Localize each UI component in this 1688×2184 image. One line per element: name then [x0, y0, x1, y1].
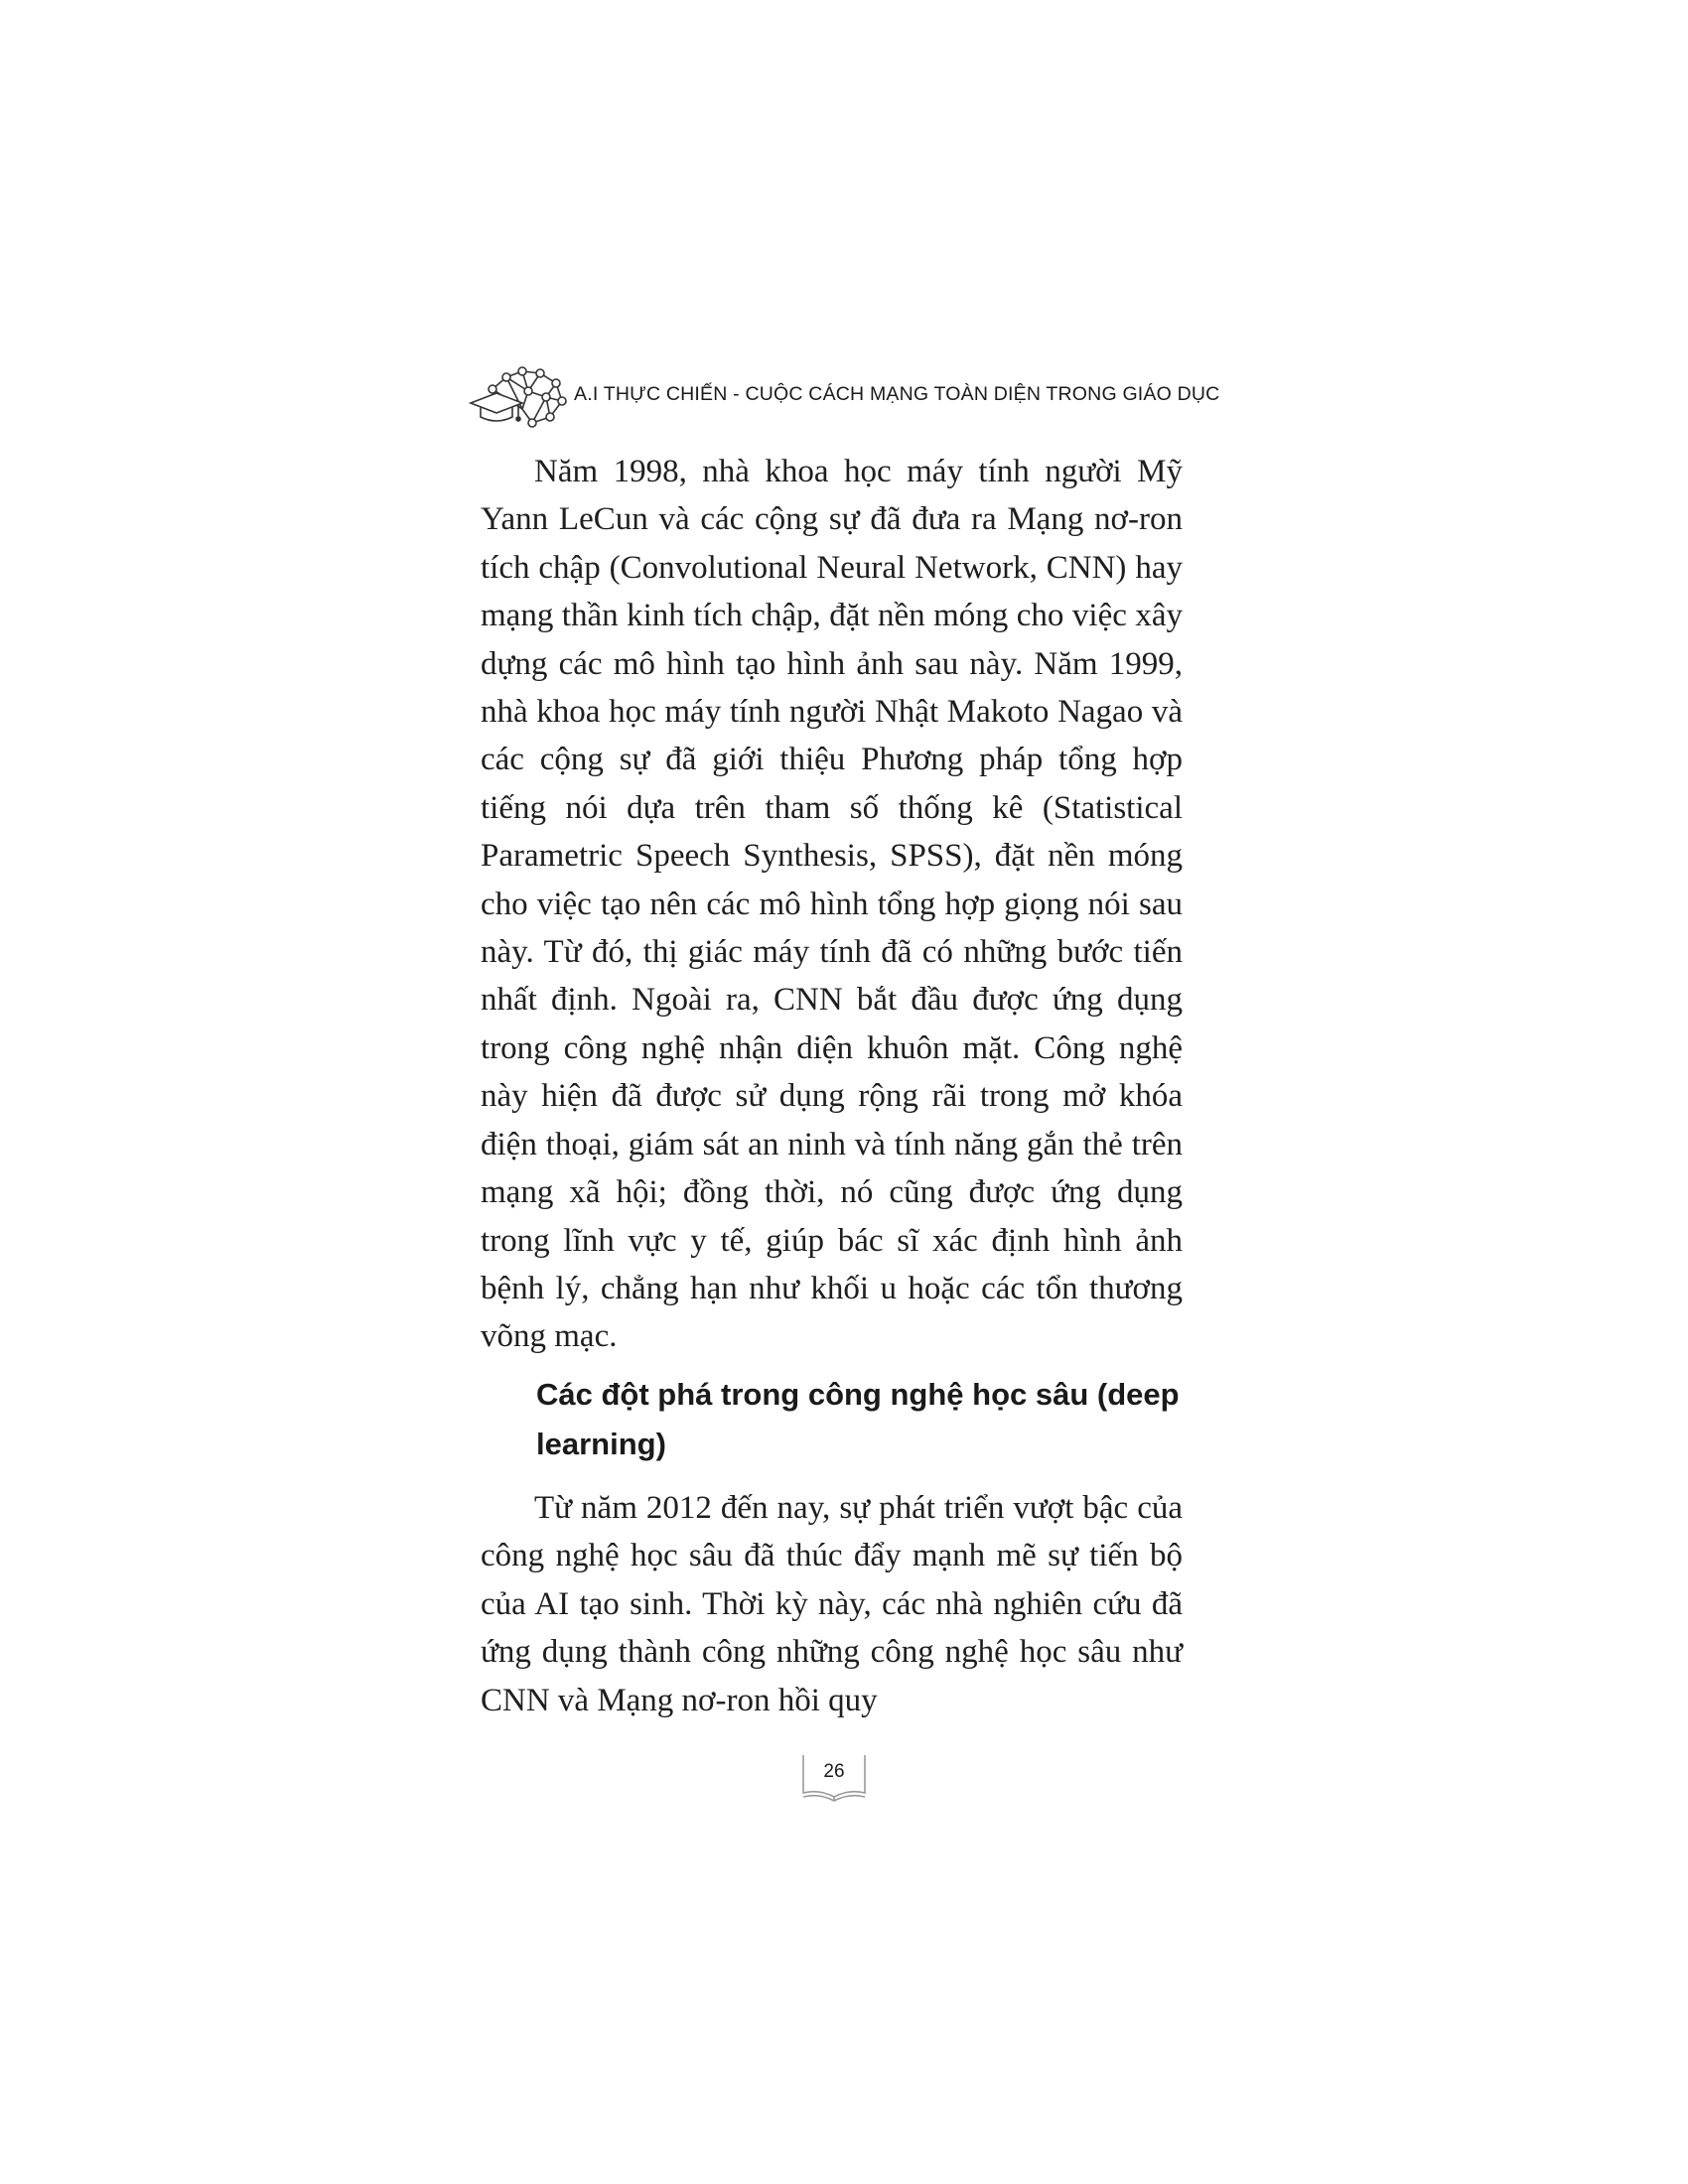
- page-footer: [799, 1749, 869, 1805]
- running-header: [467, 363, 1220, 431]
- body-paragraph: Năm 1998, nhà khoa học máy tính người Mỹ Yann LeCun và các cộng sự đã đưa ra Mạng nơ-ron tích chập (Convolutional Neural Network, CNN) hay mạng thần kinh tích chập, đặt nền móng cho việc xây dựng các mô hình tạo hình ảnh sau này. Năm 1999, nhà khoa học máy tính người Nhật Makoto Nagao và các cộng sự đã giới thiệu Phương pháp tổng hợp tiếng nói dựa trên tham số thống kê (Statistical Parametric Speech Synthesis, SPSS), đặt nền móng cho việc tạo nên các mô hình tổng hợp giọng nói sau này. Từ đó, thị giác máy tính đã có những bước tiến nhất định. Ngoài ra, CNN bắt đầu được ứng dụng trong công nghệ nhận diện khuôn mặt. Công nghệ này hiện đã được sử dụng rộng rãi trong mở khóa điện thoại, giám sát an ninh và tính năng gắn thẻ trên mạng xã hội; đồng thời, nó cũng được ứng dụng trong lĩnh vực y tế, giúp bác sĩ xác định hình ảnh bệnh lý, chẳng hạn như khối u hoặc các tổn thương võng mạc.: [481, 454, 1183, 1355]
- graduation-cap-network-icon: [467, 363, 578, 431]
- page-number: 26: [823, 1761, 845, 1782]
- body-paragraph: Từ năm 2012 đến nay, sự phát triển vượt bậc của công nghệ học sâu đã thúc đẩy mạnh mẽ sự tiến bộ của AI tạo sinh. Thời kỳ này, các nhà nghiên cứu đã ứng dụng thành công những công nghệ học sâu như CNN và Mạng nơ-ron hồi quy: [481, 1490, 1183, 1718]
- running-header-title: A.I THỰC CHIẾN - CUỘC CÁCH MẠNG TOÀN DIỆN TRONG GIÁO DỤC: [574, 383, 1220, 405]
- section-heading: Các đột phá trong công nghệ học sâu (deep learning): [536, 1377, 1180, 1461]
